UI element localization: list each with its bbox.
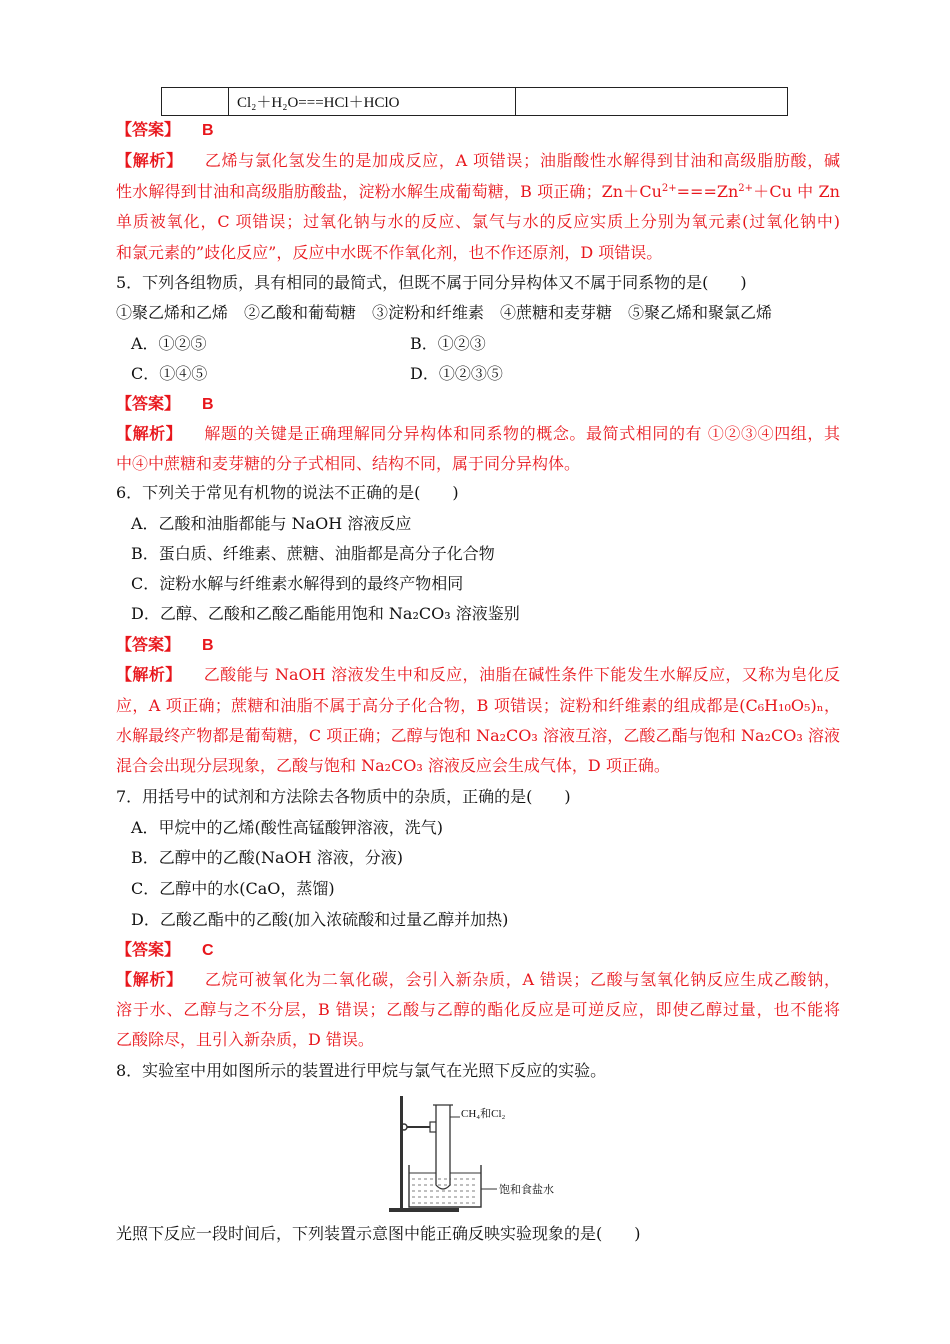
analysis-text: 乙烷可被氧化为二氧化碳，会引入新杂质，A 错误；乙酸与氢氧化钠反应生成乙酸钠，: [204, 970, 840, 989]
option-d[interactable]: D．①②③⑤: [410, 364, 503, 383]
q6-option-d[interactable]: D．乙醇、乙酸和乙酸乙酯能用饱和 Na₂CO₃ 溶液鉴别: [131, 604, 520, 623]
q7-option-d[interactable]: D．乙酸乙酯中的乙酸(加入浓硫酸和过量乙醇并加热): [131, 910, 509, 929]
q4-analysis-line-1: [116, 151, 840, 171]
q7-option-b[interactable]: B．乙醇中的乙酸(NaOH 溶液，分液): [131, 848, 403, 867]
brine-label: 饱和食盐水: [499, 1183, 554, 1196]
q5-options-row-1: [131, 334, 855, 354]
table-cell-equation: Cl₂＋H₂O===HCl＋HClO: [229, 88, 516, 116]
eq-charge: 2+: [661, 183, 677, 194]
q6-analysis-line-3: 水解最终产物都是葡萄糖，C 项正确；乙醇与饱和 Na₂CO₃ 溶液互溶，乙酸乙酯与饱和 Na₂CO₃ 溶液: [116, 726, 840, 745]
q6-analysis-line-2: 应，A 项正确；蔗糖和油脂不属于高分子化合物，B 项错误；淀粉和纤维素的组成都是(C₆H₁₀O₅)ₙ，: [116, 696, 840, 715]
q7-option-c[interactable]: C．乙醇中的水(CaO，蒸馏): [131, 879, 335, 898]
answer-label: 【答案】: [116, 120, 181, 139]
stand-rod: [400, 1096, 403, 1209]
table-cell-empty: [516, 88, 788, 116]
q6-option-b[interactable]: B．蛋白质、纤维素、蔗糖、油脂都是高分子化合物: [131, 544, 495, 563]
answer-label: 【答案】: [116, 635, 181, 654]
analysis-text: 乙烯与氯化氢发生的是加成反应，A 项错误；油脂酸性水解得到甘油和高级脂肪酸，碱: [204, 151, 840, 170]
eq-charge: 2+: [738, 183, 754, 194]
q4-analysis-line-2: [116, 182, 840, 202]
analysis-text: 解题的关键是正确理解同分异构体和同系物的概念。最简式相同的有 ①②③④四组，其: [204, 424, 840, 443]
q6-analysis-line-1: [116, 665, 840, 685]
answer-label: 【答案】: [116, 940, 181, 959]
q7-stem: 7．用括号中的试剂和方法除去各物质中的杂质，正确的是( ): [116, 787, 571, 806]
eq-part: ＋Cu 中 Zn: [753, 182, 840, 201]
analysis-text: 乙酸能与 NaOH 溶液发生中和反应，油脂在碱性条件下能发生水解反应，又称为皂化反: [203, 665, 840, 684]
q5-options-row-2: [131, 364, 855, 384]
q5-stem: 5．下列各组物质，具有相同的最简式，但既不属于同分异构体又不属于同系物的是( ): [116, 273, 747, 292]
q6-option-c[interactable]: C．淀粉水解与纤维素水解得到的最终产物相同: [131, 574, 464, 593]
q6-analysis-line-4: 混合会出现分层现象，乙酸与饱和 Na₂CO₃ 溶液反应会生成气体，D 项正确。: [116, 756, 670, 775]
option-c[interactable]: C．①④⑤: [131, 364, 208, 383]
stand-base: [389, 1208, 459, 1212]
q8-stem: 8．实验室中用如图所示的装置进行甲烷与氯气在光照下反应的实验。: [116, 1061, 607, 1080]
q7-option-a[interactable]: A．甲烷中的乙烯(酸性高锰酸钾溶液，洗气): [131, 818, 444, 837]
q4-analysis-line-4: 和氯元素的”歧化反应”，反应中水既不作氧化剂，也不作还原剂，D 项错误。: [116, 243, 663, 262]
q6-answer: [116, 635, 840, 655]
option-a[interactable]: A．①②⑤: [131, 334, 207, 353]
table-row: [162, 88, 788, 116]
answer-value: B: [202, 396, 214, 413]
ionic-equation: [602, 182, 840, 201]
q4-answer: [116, 120, 840, 140]
q7-answer: [116, 940, 840, 960]
answer-value: B: [202, 637, 214, 654]
q5-answer: [116, 394, 840, 414]
q6-option-a[interactable]: A．乙酸和油脂都能与 NaOH 溶液反应: [131, 514, 412, 533]
answer-label: 【答案】: [116, 394, 181, 413]
q7-analysis-line-2: 溶于水、乙醇与之不分层，B 错误；乙酸与乙醇的酯化反应是可逆反应，即使乙醇过量，也不能将: [116, 1000, 840, 1019]
answer-value: C: [202, 942, 214, 959]
test-tube: [436, 1105, 450, 1189]
table-cell-empty: [162, 88, 229, 116]
analysis-label: 【解析】: [116, 665, 182, 684]
q8-follow: 光照下反应一段时间后，下列装置示意图中能正确反映实验现象的是( ): [116, 1224, 641, 1243]
q7-analysis-line-3: 乙酸除尽，且引入新杂质，D 错误。: [116, 1030, 374, 1049]
analysis-label: 【解析】: [116, 970, 183, 989]
apparatus-figure: [375, 1093, 575, 1215]
reaction-table: [161, 87, 788, 116]
eq-part: Zn＋Cu: [601, 182, 662, 201]
analysis-label: 【解析】: [116, 424, 183, 443]
analysis-text: 性水解得到甘油和高级脂肪酸盐，淀粉水解生成葡萄糖，B 项正确；: [116, 182, 602, 201]
option-b[interactable]: B．①②③: [410, 334, 486, 353]
gas-label: CH₄和Cl₂: [461, 1108, 506, 1120]
answer-value: B: [202, 122, 214, 139]
q5-analysis-line-2: 中④中蔗糖和麦芽糖的分子式相同、结构不同，属于同分异构体。: [116, 454, 581, 473]
q5-items: ①聚乙烯和乙烯 ②乙酸和葡萄糖 ③淀粉和纤维素 ④蔗糖和麦芽糖 ⑤聚乙烯和聚氯乙烯: [116, 303, 773, 322]
analysis-label: 【解析】: [116, 151, 183, 170]
eq-part: ===Zn: [676, 182, 739, 201]
q6-stem: 6．下列关于常见有机物的说法不正确的是( ): [116, 483, 459, 502]
q4-analysis-line-3: 单质被氧化，C 项错误；过氧化钠与水的反应、氯气与水的反应实质上分别为氧元素(过氧化钠中): [116, 212, 840, 231]
q5-analysis-line-1: [116, 424, 840, 444]
q7-analysis-line-1: [116, 970, 840, 990]
